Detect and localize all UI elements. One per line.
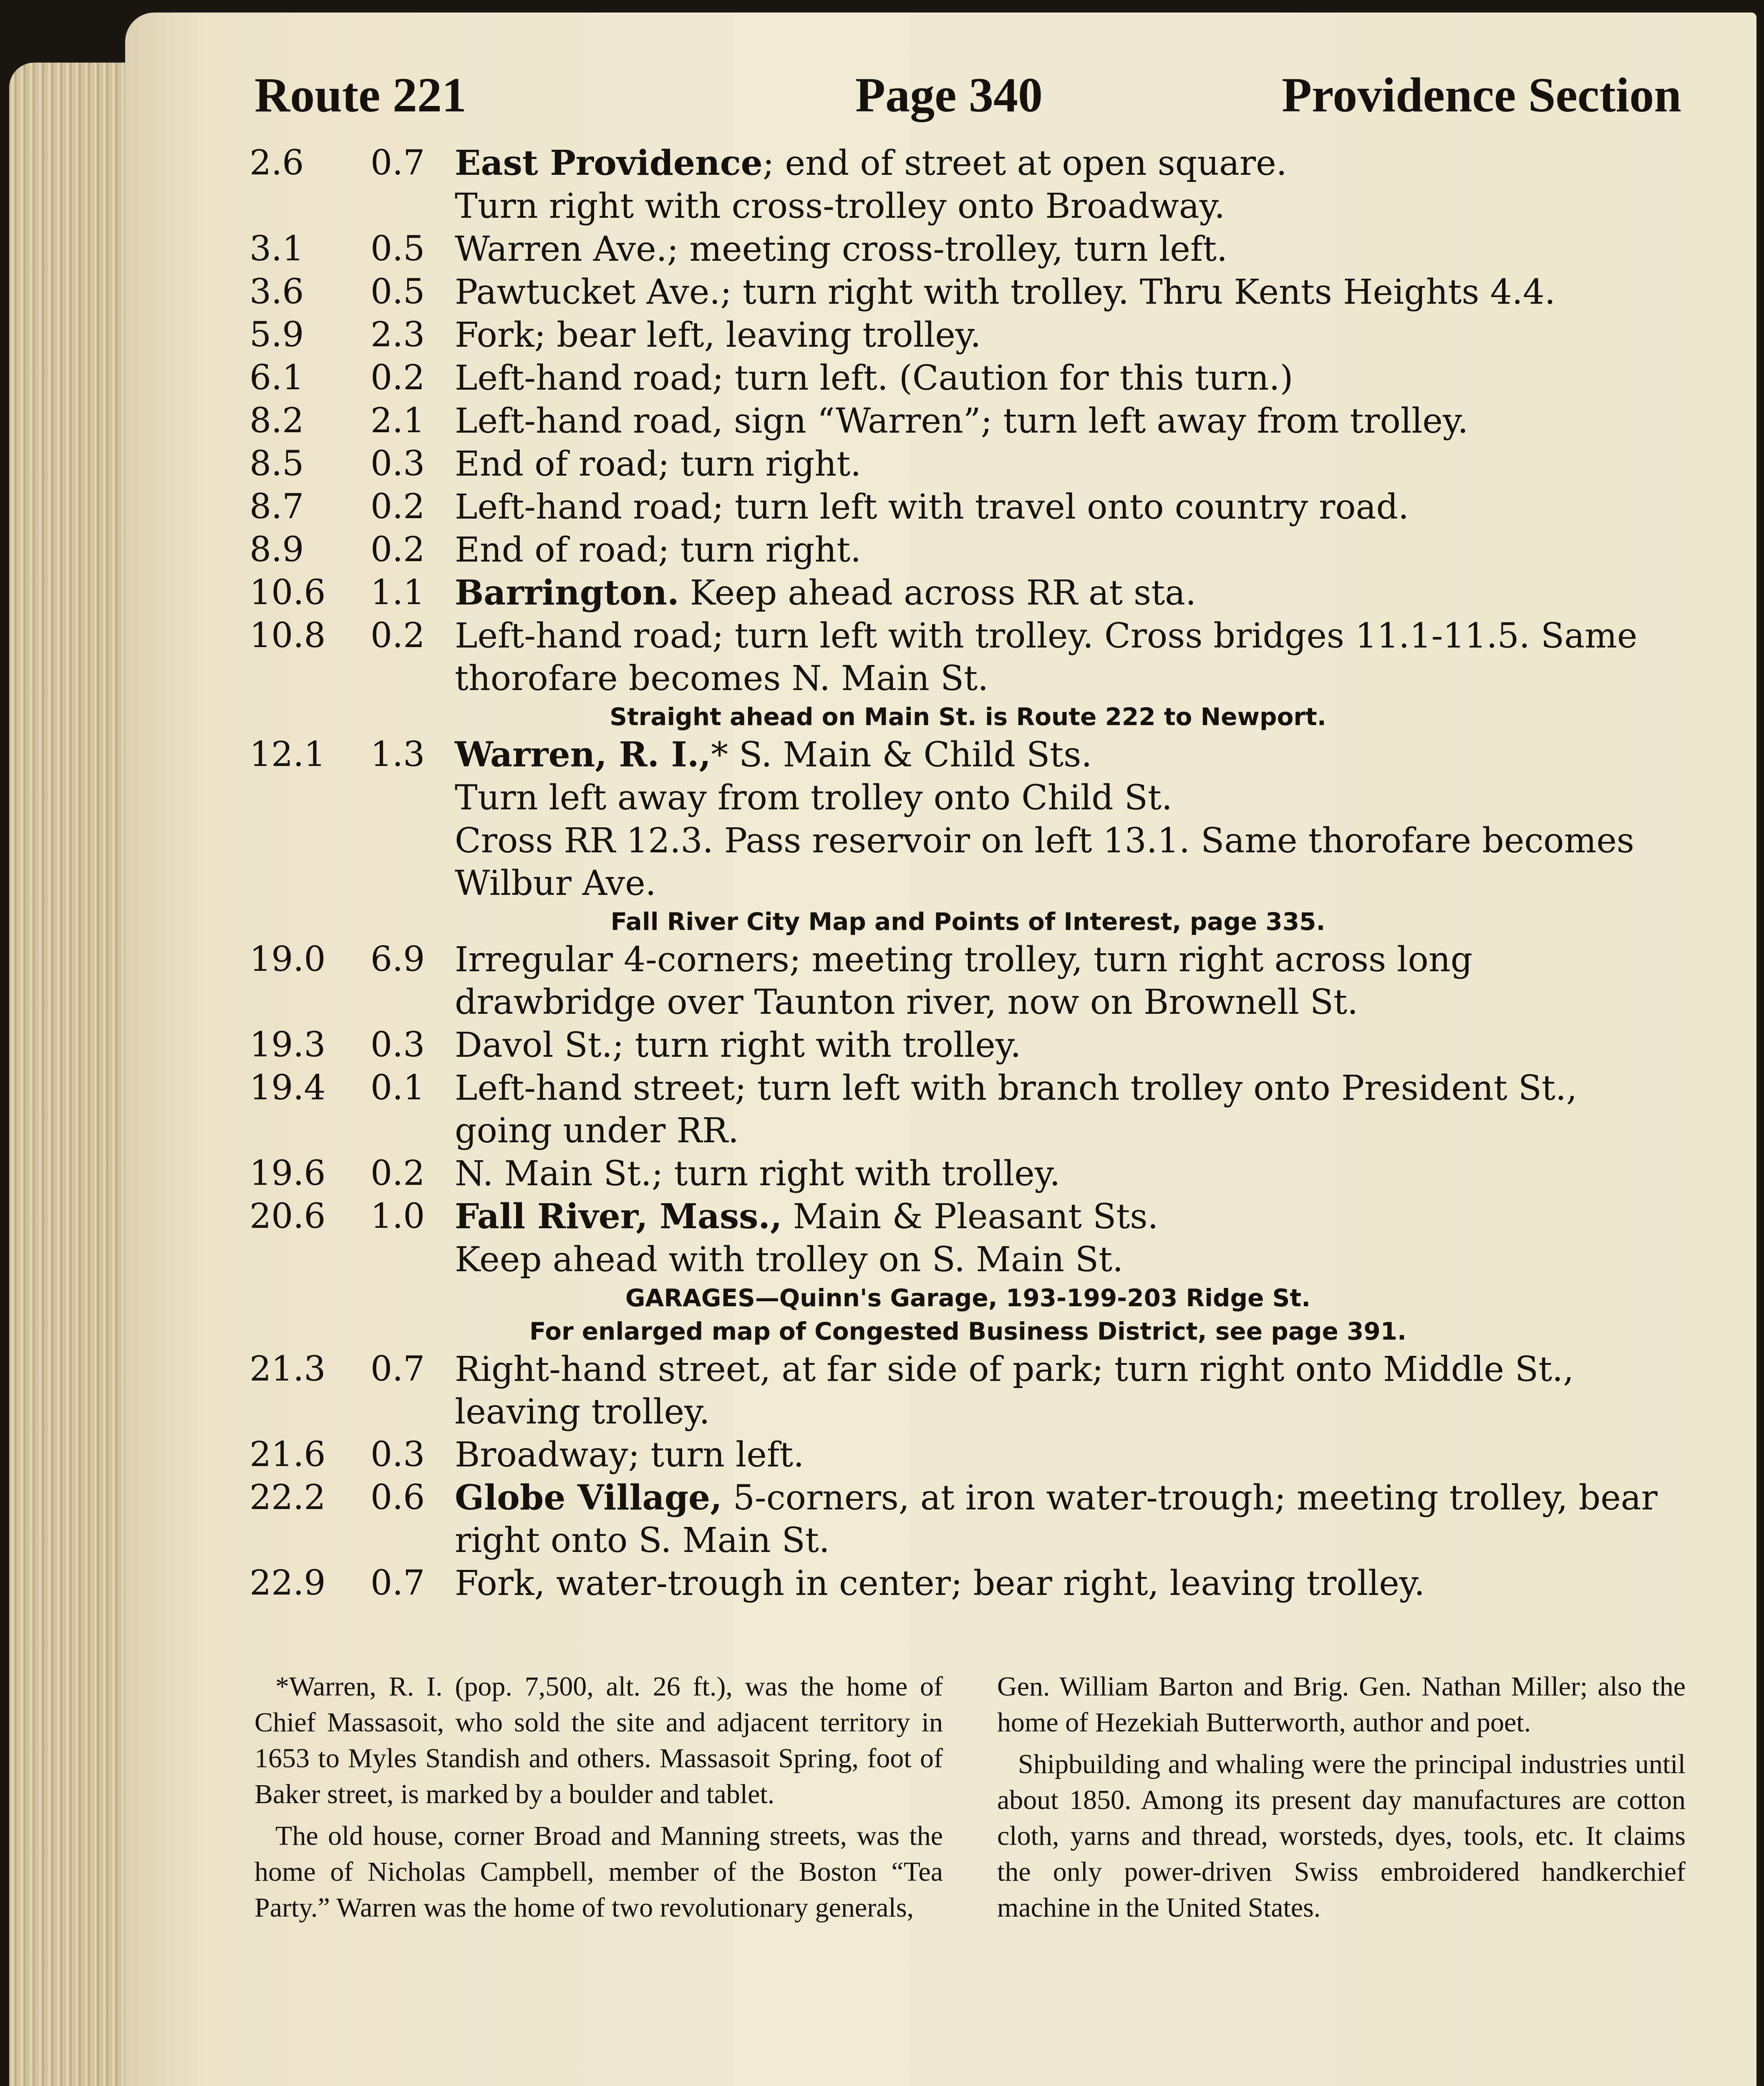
intermediate-mileage: 0.2 — [370, 487, 425, 527]
cumulative-mileage: 21.6 — [249, 1435, 326, 1474]
route-step — [249, 1152, 1681, 1195]
route-step — [249, 938, 1681, 1024]
place-name: Globe Village, — [455, 1478, 722, 1518]
route-step — [249, 529, 1681, 572]
route-step — [249, 572, 1681, 615]
intermediate-mileage: 0.2 — [370, 1154, 425, 1193]
route-step — [249, 1433, 1681, 1476]
intermediate-mileage: 1.0 — [370, 1197, 425, 1236]
cumulative-mileage: 19.4 — [249, 1068, 326, 1108]
route-step — [249, 1195, 1681, 1238]
direction-text: End of road; turn right. — [455, 444, 862, 484]
footnotes — [255, 1669, 1690, 2086]
page-header — [255, 58, 1681, 142]
direction-text: * S. Main & Child Sts. — [711, 735, 1092, 775]
route-note: GARAGES—Quinn's Garage, 193-199-203 Ridge St. — [625, 1284, 1311, 1312]
direction-text: Irregular 4-corners; meeting trolley, turn right across long drawbridge over Taunton river, now on Brownell St. — [455, 940, 1473, 1022]
direction-text: N. Main St.; turn right with trolley. — [455, 1154, 1061, 1194]
route-step — [249, 615, 1681, 700]
footnote-right-column — [997, 1669, 1686, 1932]
route-step — [249, 357, 1681, 400]
intermediate-mileage: 0.3 — [370, 1435, 425, 1474]
intermediate-mileage: 0.3 — [370, 444, 425, 484]
cumulative-mileage: 6.1 — [249, 358, 304, 398]
intermediate-mileage: 0.7 — [370, 1563, 425, 1603]
route-step — [255, 1238, 1681, 1281]
direction-text: Main & Pleasant Sts. — [782, 1197, 1159, 1237]
cumulative-mileage: 10.8 — [249, 616, 326, 655]
route-step — [249, 1024, 1681, 1067]
direction-text: Broadway; turn left. — [455, 1435, 804, 1475]
route-step — [249, 443, 1681, 486]
route-step — [249, 1348, 1681, 1433]
route-step — [249, 314, 1681, 357]
direction-text: End of road; turn right. — [455, 530, 862, 570]
intermediate-mileage: 2.3 — [370, 315, 425, 355]
intermediate-mileage: 0.7 — [370, 1349, 425, 1389]
direction-text: Fork; bear left, leaving trolley. — [455, 315, 981, 355]
intermediate-mileage: 0.1 — [370, 1068, 425, 1108]
intermediate-mileage: 0.3 — [370, 1025, 425, 1065]
direction-text: Turn right with cross-trolley onto Broadway. — [455, 186, 1225, 226]
route-note: Fall River City Map and Points of Interest, page 335. — [610, 907, 1326, 936]
intermediate-mileage: 1.1 — [370, 573, 425, 612]
direction-text: Left-hand road; turn left with trolley. Cross bridges 11.1-11.5. Same thorofare becomes N. Main St. — [455, 616, 1638, 698]
route-step — [255, 819, 1681, 905]
direction-text: Turn left away from trolley onto Child St. — [455, 778, 1172, 818]
direction-text: Warren Ave.; meeting cross-trolley, turn left. — [455, 229, 1228, 269]
cumulative-mileage: 5.9 — [249, 315, 304, 355]
cumulative-mileage: 10.6 — [249, 573, 326, 612]
cumulative-mileage: 21.3 — [249, 1349, 326, 1389]
intermediate-mileage: 0.2 — [370, 530, 425, 569]
route-step — [249, 1476, 1681, 1562]
place-name: East Providence — [455, 143, 763, 183]
route-step — [249, 400, 1681, 443]
intermediate-mileage: 1.3 — [370, 735, 425, 774]
cumulative-mileage: 8.2 — [249, 401, 304, 441]
direction-text: ; end of street at open square. — [762, 144, 1287, 183]
direction-text: Left-hand street; turn left with branch trolley onto President St., going under RR. — [455, 1068, 1578, 1151]
route-note: Straight ahead on Main St. is Route 222 to Newport. — [610, 703, 1326, 731]
intermediate-mileage: 2.1 — [370, 401, 425, 441]
direction-text: Keep ahead across RR at sta. — [679, 573, 1197, 613]
direction-text: 5-corners, at iron water-trough; meeting trolley, bear right onto S. Main St. — [455, 1478, 1658, 1560]
intermediate-mileage: 0.5 — [370, 229, 425, 269]
cumulative-mileage: 8.7 — [249, 487, 304, 527]
cumulative-mileage: 12.1 — [249, 735, 326, 774]
route-step — [249, 1067, 1681, 1152]
route-step — [249, 228, 1681, 271]
direction-text: Right-hand street, at far side of park; turn right onto Middle St., leaving trolley. — [455, 1350, 1574, 1432]
route-step — [249, 486, 1681, 529]
footnote-paragraph: Shipbuilding and whaling were the principal industries until about 1850. Among its present day manufactures are cotton cloth, yarns and thread, worsteds, dyes, tools, etc. It claims the only power-driven Swiss embroidered handkerchief machine in the United States. — [997, 1749, 1686, 1923]
direction-text: Cross RR 12.3. Pass reservoir on left 13.1. Same thorofare becomes Wilbur Ave. — [455, 821, 1634, 903]
cumulative-mileage: 3.1 — [249, 229, 304, 269]
direction-text: Pawtucket Ave.; turn right with trolley. Thru Kents Heights 4.4. — [455, 272, 1556, 312]
cumulative-mileage: 19.3 — [249, 1025, 326, 1065]
cumulative-mileage: 20.6 — [249, 1197, 326, 1236]
cumulative-mileage: 19.0 — [249, 940, 326, 979]
place-name: Warren, R. I., — [455, 735, 711, 775]
place-name: Barrington. — [455, 573, 679, 613]
intermediate-mileage: 0.2 — [370, 616, 425, 655]
route-step — [249, 271, 1681, 314]
direction-text: Davol St.; turn right with trolley. — [455, 1025, 1021, 1065]
route-step — [255, 185, 1681, 228]
footnote-paragraph: The old house, corner Broad and Manning streets, was the home of Nicholas Campbell, member of the Boston “Tea Party.” Warren was the home of two revolutionary generals, — [255, 1821, 943, 1923]
route-step — [255, 776, 1681, 819]
route-directions — [249, 142, 1681, 1605]
direction-text: Left-hand road, sign “Warren”; turn left away from trolley. — [455, 401, 1469, 441]
route-note: For enlarged map of Congested Business District, see page 391. — [529, 1317, 1407, 1345]
cumulative-mileage: 22.9 — [249, 1563, 326, 1603]
direction-text: Keep ahead with trolley on S. Main St. — [455, 1240, 1124, 1280]
intermediate-mileage: 0.5 — [370, 272, 425, 312]
route-step — [249, 142, 1681, 185]
route-step — [249, 733, 1681, 776]
footnote-paragraph: Gen. William Barton and Brig. Gen. Nathan Miller; also the home of Hezekiah Butterworth, author and poet. — [997, 1671, 1686, 1738]
cumulative-mileage: 2.6 — [249, 143, 304, 183]
page-number: Page 340 — [855, 68, 1043, 122]
intermediate-mileage: 0.6 — [370, 1478, 425, 1517]
cumulative-mileage: 3.6 — [249, 272, 304, 312]
route-number: Route 221 — [255, 68, 467, 122]
route-step — [249, 1562, 1681, 1605]
footnote-paragraph: *Warren, R. I. (pop. 7,500, alt. 26 ft.), was the home of Chief Massasoit, who sold the site and adjacent territory in 1653 to Myles Standish and others. Massasoit Spring, foot of Baker street, is marked by a boulder and tablet. — [255, 1671, 943, 1809]
footnote-left-column — [255, 1669, 943, 1932]
place-name: Fall River, Mass., — [455, 1197, 782, 1237]
direction-text: Fork, water-trough in center; bear right, leaving trolley. — [455, 1564, 1425, 1603]
intermediate-mileage: 0.2 — [370, 358, 425, 398]
cumulative-mileage: 22.2 — [249, 1478, 326, 1517]
direction-text: Left-hand road; turn left. (Caution for this turn.) — [455, 358, 1293, 398]
section-title: Providence Section — [1281, 68, 1681, 122]
cumulative-mileage: 19.6 — [249, 1154, 326, 1193]
direction-text: Left-hand road; turn left with travel onto country road. — [455, 487, 1409, 527]
cumulative-mileage: 8.5 — [249, 444, 304, 484]
page-content — [249, 58, 1686, 1923]
intermediate-mileage: 6.9 — [370, 940, 425, 979]
cumulative-mileage: 8.9 — [249, 530, 304, 569]
intermediate-mileage: 0.7 — [370, 143, 425, 183]
